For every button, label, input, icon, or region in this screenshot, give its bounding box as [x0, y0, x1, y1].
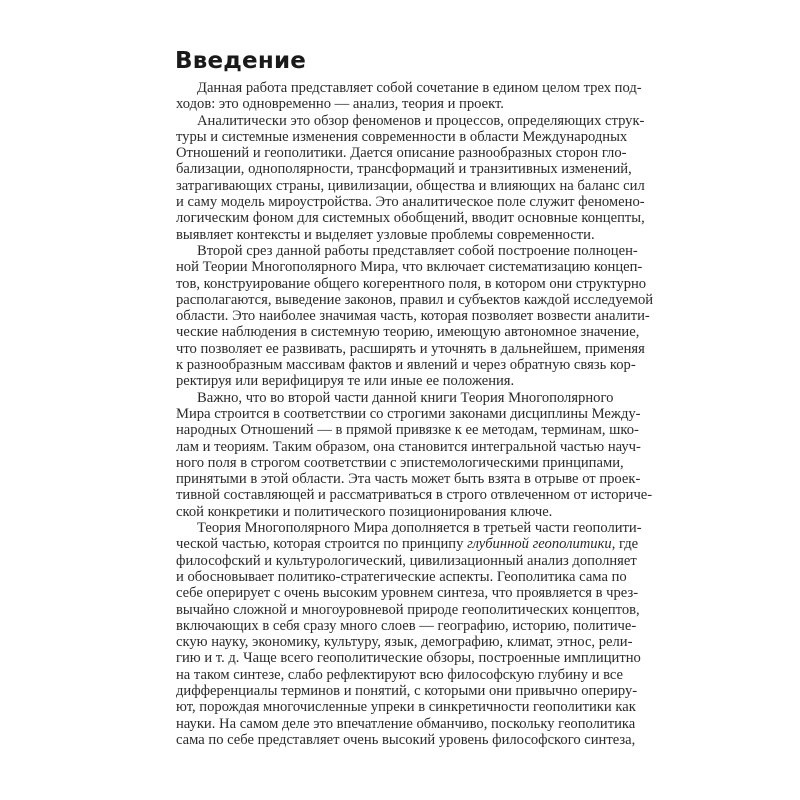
text-line: ного поля в строгом соответствии с эпистемологическими принципами,	[176, 454, 624, 471]
text-line: ной Теории Многополярного Мира, что включает систематизацию концеп-	[176, 259, 643, 276]
text-line: бализации, однополярности, трансформаций и транзитивных изменений,	[176, 161, 632, 178]
text-line: и обосновывает политико-стратегические аспекты. Геополитика сама по	[176, 568, 627, 585]
text-line: на таком синтезе, слабо рефлектируют всю философскую глубину и все	[176, 666, 624, 683]
text-line: науки. На самом деле это впечатление обманчиво, поскольку геополитика	[176, 715, 636, 732]
text-line: тивной составляющей и рассматриваться в строго отвлеченном от историче-	[176, 487, 653, 504]
text-line: что позволяет ее развивать, расширять и уточнять в дальнейшем, применяя	[176, 340, 645, 357]
text-line: народных Отношений — в прямой привязке к ее методам, терминам, шко-	[176, 422, 639, 439]
text-line: логическим фоном для системных обобщений, вводит основные концепты,	[176, 210, 645, 227]
text-line: и саму модель мироустройства. Это аналитическое поле служит феномено-	[176, 194, 645, 211]
text-line: области. Это наиболее значимая часть, которая позволяет возвести аналити-	[176, 308, 650, 325]
text-line: ректируя или верифицируя те или иные ее положения.	[176, 373, 515, 390]
text-line: к разнообразным массивам фактов и явлений и через обратную связь кор-	[176, 357, 636, 374]
text-line: Данная работа представляет собой сочетание в едином целом трех под-	[197, 80, 642, 96]
text-line: лам и теориям. Таким образом, она становится интегральной частью науч-	[176, 438, 641, 455]
body-text	[176, 80, 654, 748]
text-line: ют, порождая многочисленные упреки в синкретичности геополитики как	[176, 699, 636, 716]
text-line: включающих в себя сразу много слоев — географию, историю, политиче-	[176, 617, 637, 634]
text-line: Теория Многополярного Мира дополняется в третьей части геополити-	[197, 520, 642, 537]
text-line: туры и системные изменения современности в области Международных	[176, 128, 628, 145]
text-line: располагаются, выведение законов, правил и субъектов каждой исследуемой	[176, 291, 654, 308]
text-span: ческой частью, которая строится по принципу	[176, 536, 468, 553]
paragraph	[176, 389, 653, 520]
text-line: скую науку, экономику, культуру, язык, демографию, климат, этнос, рели-	[176, 634, 633, 651]
text-line: Второй срез данной работы представляет собой построение полноцен-	[197, 242, 638, 259]
text-line: ческие наблюдения в системную теорию, имеющую автономное значение,	[176, 324, 640, 341]
text-span: , где	[611, 536, 639, 553]
text-line: Важно, что во второй части данной книги Теория Многополярного	[197, 389, 614, 406]
text-line: Отношений и геополитики. Дается описание разнообразных сторон гло-	[176, 145, 627, 162]
page-title: Введение	[175, 48, 307, 75]
text-line: тов, конструирование общего когерентного поля, в котором они структурно	[176, 275, 647, 292]
text-line: Мира строится в соответствии со строгими законами дисциплины Между-	[176, 405, 641, 422]
text-line: вычайно сложной и многоуровневой природе геополитических концептов,	[176, 601, 640, 618]
italic-term: глубинной геополитики	[467, 536, 612, 553]
text-line	[176, 536, 639, 553]
paragraph	[176, 520, 642, 748]
paragraph	[176, 112, 645, 243]
text-line: ской конкретики и политического позиционирования ключе.	[176, 503, 553, 520]
text-line: выявляет контексты и выделяет узловые проблемы современности.	[176, 226, 595, 243]
text-line: Аналитически это обзор феноменов и процессов, определяющих струк-	[197, 112, 645, 129]
paragraph	[176, 242, 654, 390]
text-line: гию и т. д. Чаще всего геополитические обзоры, построенные имплицитно	[176, 650, 641, 667]
paragraph	[176, 80, 642, 113]
text-line: принятыми в этой области. Эта часть может быть взята в отрыве от проек-	[176, 471, 641, 488]
text-line: затрагивающих страны, цивилизации, общества и влияющих на баланс сил	[176, 177, 645, 194]
text-line: дифференциалы терминов и понятий, с которыми они привычно опериру-	[176, 682, 638, 699]
text-line: сама по себе представляет очень высокий уровень философского синтеза,	[176, 731, 636, 748]
text-line: философский и культурологический, цивилизационный анализ дополняет	[176, 552, 637, 569]
text-line: ходов: это одновременно — анализ, теория и проект.	[176, 96, 504, 113]
text-line: себе оперирует с очень высоким уровнем синтеза, что проявляется в чрез-	[176, 585, 639, 602]
